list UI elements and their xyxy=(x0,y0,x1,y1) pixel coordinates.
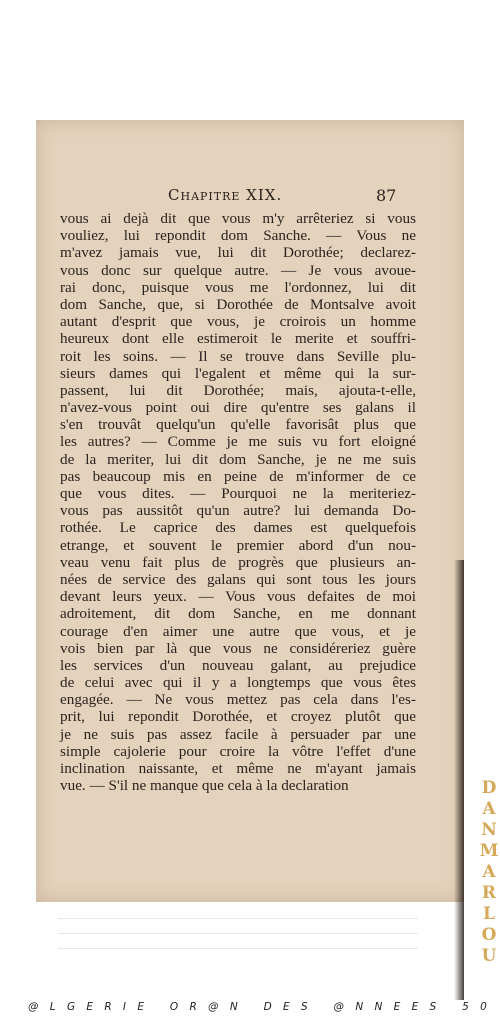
text-line: sieurs dames qui l'egalent et même qui la sur- xyxy=(60,364,416,382)
text-line: prit, lui repondit Dorothée, et croyez plutôt que xyxy=(60,708,416,726)
text-line: engagée. — Ne vous mettez pas cela dans l'es- xyxy=(60,691,416,709)
text-line: courage d'en aimer une autre que vous, et je xyxy=(60,622,416,640)
text-line: roit les soins. — Il se trouve dans Seville plu- xyxy=(60,347,416,365)
text-line: dom Sanche, que, si Dorothée de Montsalve avoit xyxy=(60,295,416,313)
text-line: inclination naissante, et même ne m'ayant jamais xyxy=(60,760,416,777)
text-line: que vous dites. — Pourquoi ne la meriteriez- xyxy=(60,485,416,502)
page-number: 87 xyxy=(376,186,397,205)
page-header xyxy=(36,186,464,208)
bleed-line xyxy=(58,948,418,949)
text-line: vois bien par là que vous ne considéreriez guère xyxy=(60,639,416,657)
bleed-line xyxy=(58,918,418,919)
text-line: vue. — S'il ne manque que cela à la declaration xyxy=(60,777,349,795)
text-line: de celui avec qui il y a longtemps que vous êtes xyxy=(60,674,416,692)
side-watermark xyxy=(479,778,499,967)
watermark-letter: N xyxy=(481,820,497,840)
bottom-watermark: @LGERIE OR@N DES @NNEES 50 xyxy=(28,1001,499,1013)
chapter-title: Chapitre XIX. xyxy=(168,186,283,204)
page-edge-shadow xyxy=(454,560,464,1000)
book-page xyxy=(36,120,464,902)
text-line: les autres? — Comme je me suis vu fort eloigné xyxy=(60,433,416,451)
text-line: vous donc sur quelque autre. — Je vous avoue- xyxy=(60,261,416,279)
text-line: vous pas aussitôt qu'un autre? lui demanda Do- xyxy=(60,502,416,520)
text-line: rothée. Le caprice des dames est quelquefois xyxy=(60,519,416,537)
text-line: adroitement, dit dom Sanche, en me donnant xyxy=(60,605,416,623)
text-line: s'en trouvât quelqu'un qu'elle favorisât plus que xyxy=(60,416,416,434)
body-text xyxy=(60,210,416,794)
text-line: les services d'un nouveau galant, au prejudice xyxy=(60,656,416,674)
text-line: heureux dont elle estimeroit le merite et souffri- xyxy=(60,330,416,348)
watermark-letter: U xyxy=(481,946,497,966)
watermark-letter: O xyxy=(481,925,497,945)
text-line: nées de service des galans qui sont tous les jours xyxy=(60,570,416,588)
text-line: devant leurs yeux. — Vous vous defaites de moi xyxy=(60,588,416,606)
text-line: autant d'esprit que vous, je croirois un homme xyxy=(60,313,416,331)
text-line: pas beaucoup mis en peine de m'informer de ce xyxy=(60,467,416,485)
watermark-letter: R xyxy=(481,883,497,903)
text-line: rai donc, puisque vous me l'ordonnez, lui dit xyxy=(60,278,416,296)
bleed-line xyxy=(58,933,418,934)
text-line: n'avez-vous point oui dire qu'entre ses galans il xyxy=(60,399,416,417)
text-line: vous ai dejà dit que vous m'y arrêteriez si vous xyxy=(60,210,416,227)
watermark-letter: M xyxy=(479,841,499,861)
text-line: passent, lui dit Dorothée; mais, ajouta-t-elle, xyxy=(60,381,416,399)
watermark-letter: A xyxy=(482,862,496,882)
text-line: vouliez, lui repondit dom Sanche. — Vous ne xyxy=(60,227,416,245)
watermark-letter: D xyxy=(481,778,497,798)
text-line: je ne suis pas assez facile à persuader par une xyxy=(60,725,416,743)
text-line: veau venu fait plus de progrès que plusieurs an- xyxy=(60,553,416,571)
text-line: de la meriter, lui dit dom Sanche, je ne me suis xyxy=(60,450,416,468)
watermark-letter: L xyxy=(483,904,495,924)
text-line: m'avez jamais vue, lui dit Dorothée; declarez- xyxy=(60,244,416,262)
bleed-through-text xyxy=(58,904,418,964)
watermark-letter: A xyxy=(482,799,496,819)
text-line: etrange, et souvent le premier abord d'un nou- xyxy=(60,536,416,554)
text-line: simple cajolerie pour croire la vôtre l'effet d'une xyxy=(60,742,416,760)
